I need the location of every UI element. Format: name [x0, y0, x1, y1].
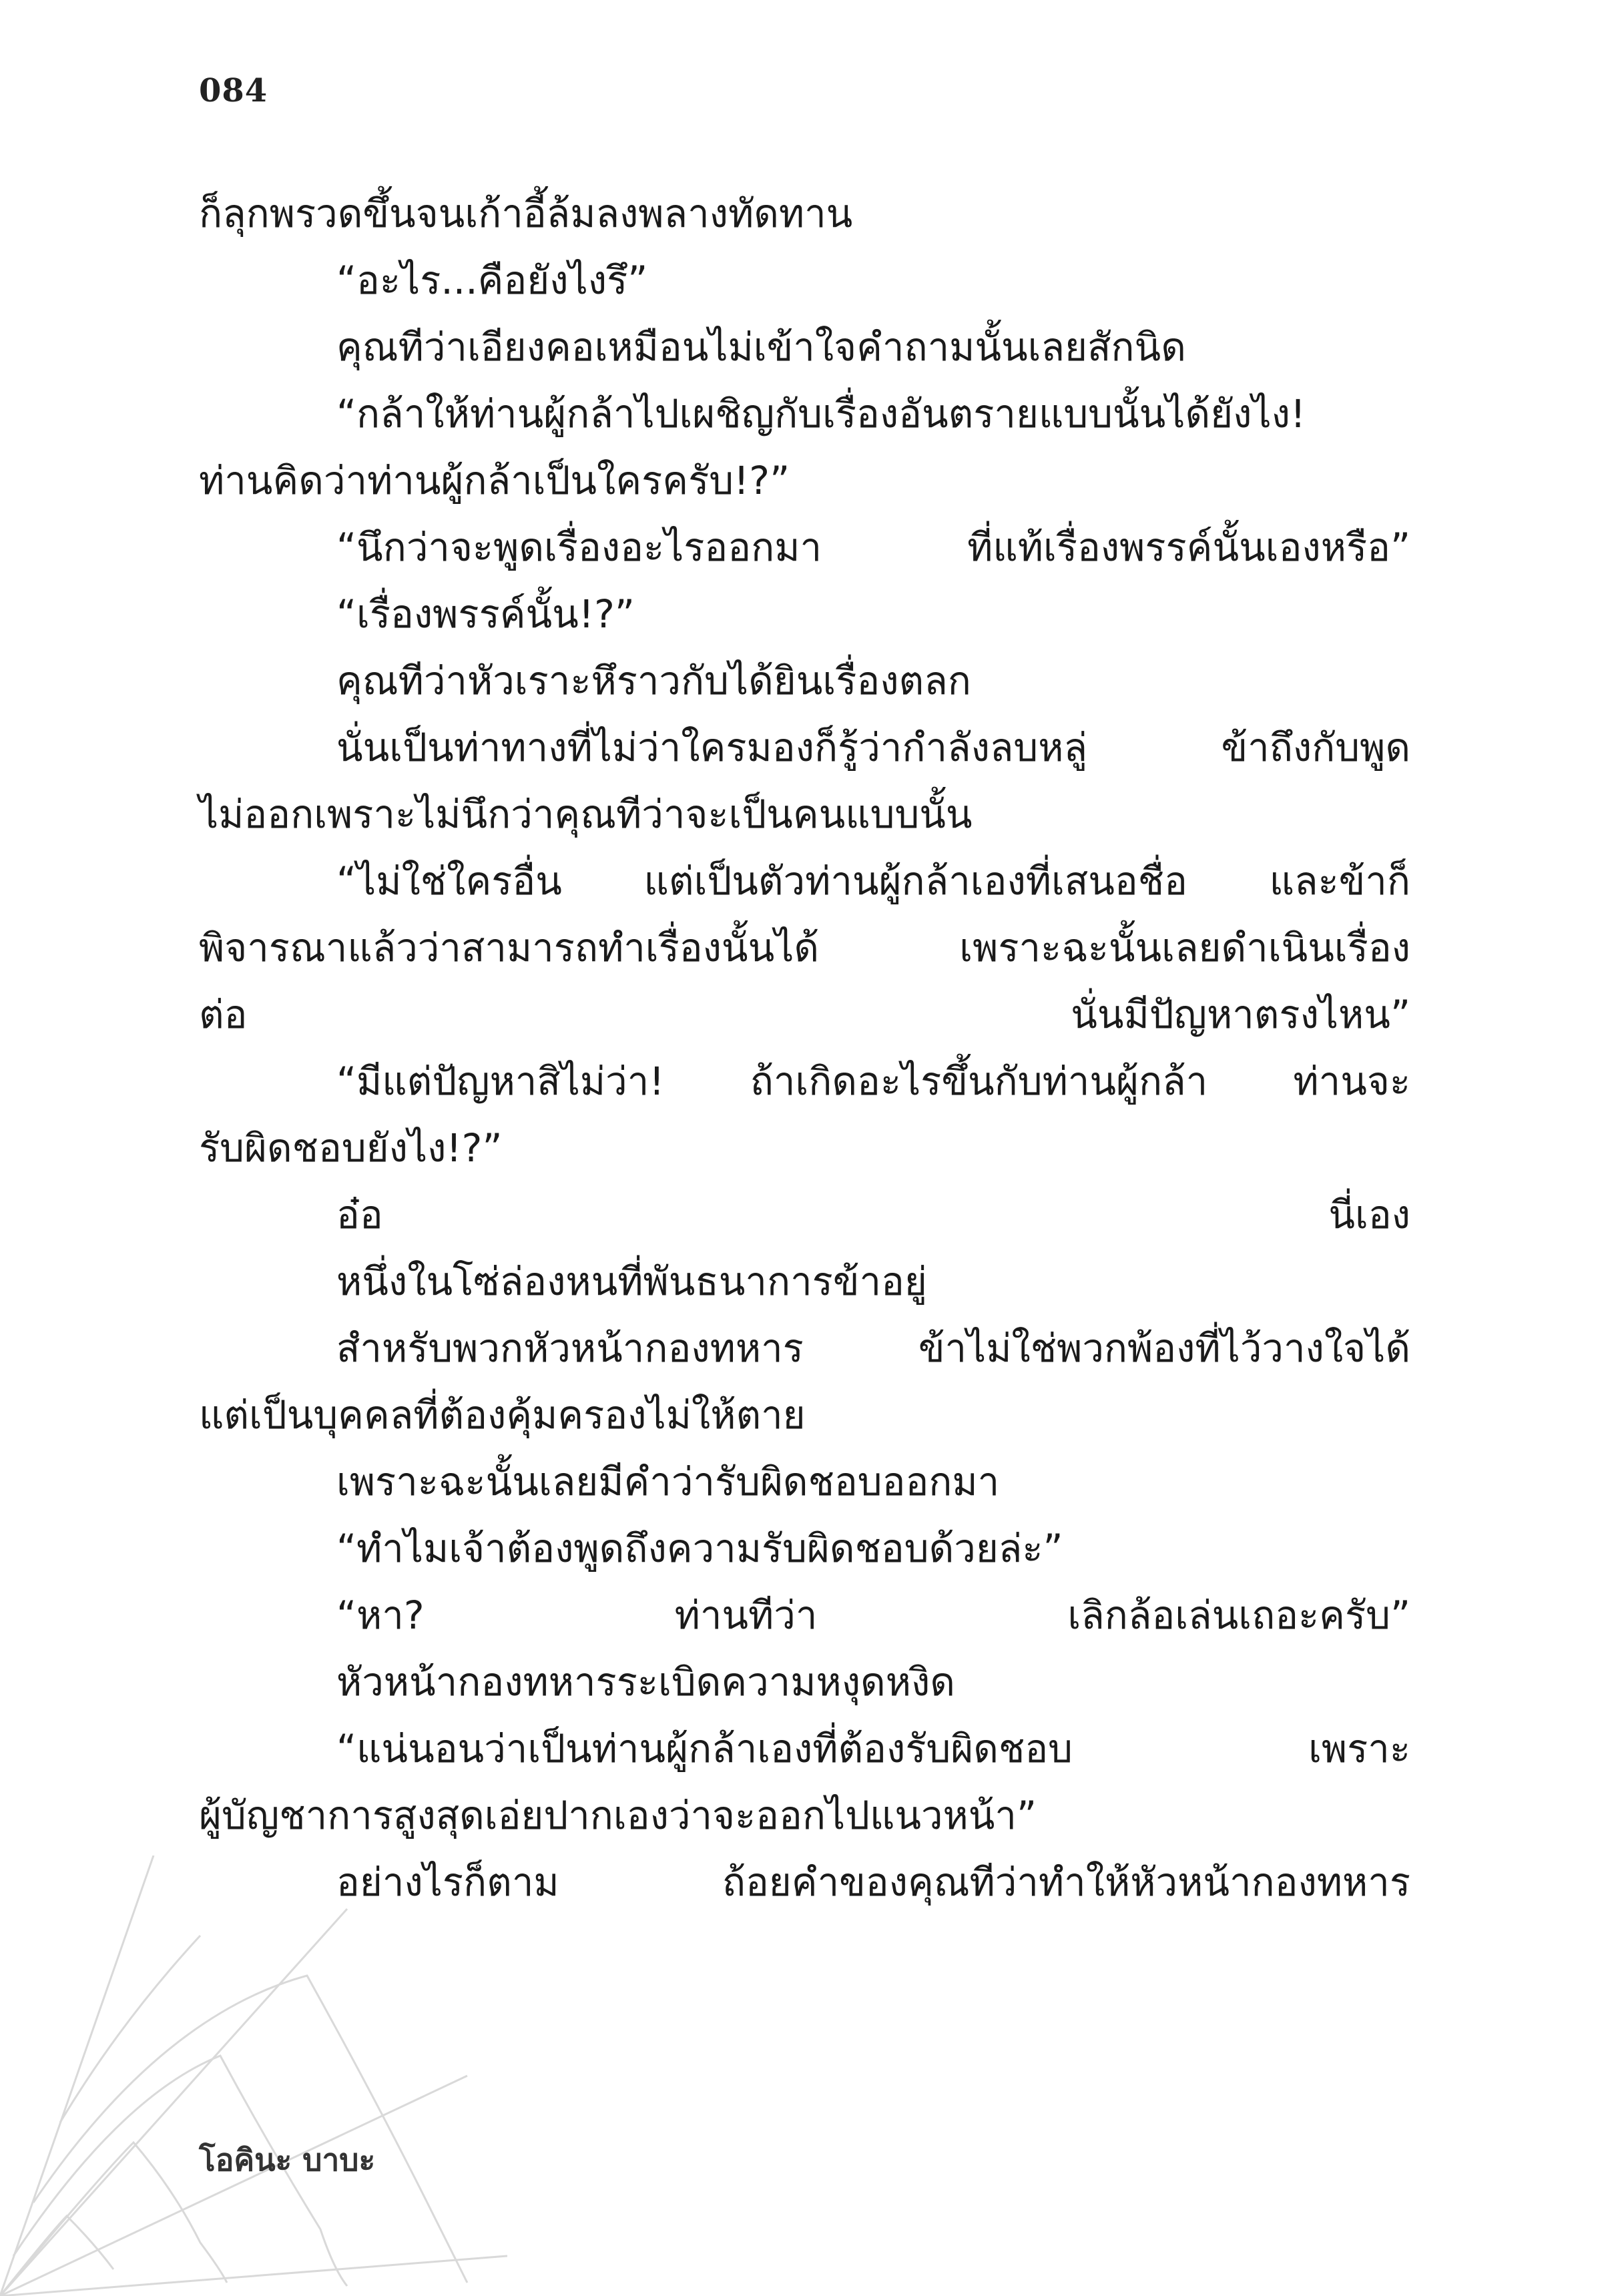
- text-line: [199, 914, 1410, 981]
- text-segment: “อะไร...คือยังไงรึ”: [336, 258, 648, 303]
- text-segment: คุณทีว่าเอียงคอเหมือนไม่เข้าใจคำถามนั้นเลยสักนิด: [336, 324, 1186, 370]
- text-segment: “แน่นอนว่าเป็นท่านผู้กล้าเองที่ต้องรับผิดชอบ: [336, 1726, 1073, 1771]
- text-segment: สำหรับพวกหัวหน้ากองทหาร: [336, 1326, 804, 1371]
- text-segment: ข้าถึงกับพูด: [1221, 725, 1410, 770]
- text-segment: หัวหน้ากองทหารระเบิดความหงุดหงิด: [336, 1659, 955, 1705]
- text-segment: นี่เอง: [1328, 1192, 1410, 1237]
- text-line: [199, 1582, 1410, 1649]
- text-line: [199, 447, 1410, 514]
- text-line: [199, 1715, 1410, 1782]
- text-segment: คุณทีว่าหัวเราะหึราวกับได้ยินเรื่องตลก: [336, 658, 971, 703]
- text-line: [199, 1649, 1410, 1715]
- text-segment: เลิกล้อเล่นเถอะครับ”: [1067, 1593, 1410, 1638]
- spiderweb-decoration: [0, 1855, 507, 2296]
- text-line: [199, 1181, 1410, 1248]
- text-segment: ไม่ออกเพราะไม่นึกว่าคุณทีว่าจะเป็นคนแบบนั้น: [199, 792, 973, 837]
- text-segment: และข้าก็: [1269, 858, 1410, 904]
- text-line: [199, 581, 1410, 647]
- text-segment: ผู้บัญชาการสูงสุดเอ่ยปากเองว่าจะออกไปแนวหน้า”: [199, 1793, 1037, 1838]
- text-line: [199, 1115, 1410, 1181]
- text-segment: อ๋อ: [336, 1192, 383, 1237]
- text-segment: “ทำไมเจ้าต้องพูดถึงความรับผิดชอบด้วยล่ะ”: [336, 1526, 1063, 1571]
- text-segment: “มีแต่ปัญหาสิไม่ว่า!: [336, 1059, 665, 1104]
- text-line: [199, 514, 1410, 581]
- text-segment: ถ้อยคำของคุณทีว่าทำให้หัวหน้ากองทหาร: [722, 1859, 1410, 1905]
- body-text: [199, 180, 1410, 1916]
- text-line: [199, 1315, 1410, 1382]
- text-line: [199, 247, 1410, 314]
- text-line: [199, 314, 1410, 380]
- text-segment: ท่านทีว่า: [674, 1593, 818, 1638]
- text-line: [199, 380, 1410, 447]
- text-segment: นั่นเป็นท่าทางที่ไม่ว่าใครมองก็รู้ว่ากำลังลบหลู่: [336, 725, 1088, 770]
- text-line: [199, 981, 1410, 1048]
- text-segment: ข้าไม่ใช่พวกพ้องที่ไว้วางใจได้: [918, 1326, 1410, 1371]
- text-segment: “กล้าให้ท่านผู้กล้าไปเผชิญกับเรื่องอันตรายแบบนั้นได้ยังไง!: [336, 391, 1306, 437]
- text-segment: “เรื่องพรรค์นั้น!?”: [336, 591, 635, 637]
- text-segment: รับผิดชอบยังไง!?”: [199, 1125, 503, 1171]
- text-segment: เพราะ: [1308, 1726, 1410, 1771]
- text-line: [199, 1248, 1410, 1315]
- text-line: [199, 1448, 1410, 1515]
- text-segment: “นึกว่าจะพูดเรื่องอะไรออกมา: [336, 525, 822, 570]
- text-line: [199, 180, 1410, 247]
- page-number: 084: [199, 72, 268, 109]
- text-line: [199, 1515, 1410, 1582]
- text-segment: นั่นมีปัญหาตรงไหน”: [1071, 992, 1410, 1037]
- text-segment: ก็ลุกพรวดขึ้นจนเก้าอี้ล้มลงพลางทัดทาน: [199, 191, 853, 236]
- text-line: [199, 647, 1410, 714]
- text-segment: เพราะฉะนั้นเลยมีคำว่ารับผิดชอบออกมา: [336, 1459, 1000, 1504]
- text-line: [199, 1782, 1410, 1849]
- text-segment: ต่อ: [199, 992, 248, 1037]
- text-line: [199, 1382, 1410, 1448]
- text-segment: เพราะฉะนั้นเลยดำเนินเรื่อง: [959, 925, 1410, 970]
- text-line: [199, 1048, 1410, 1115]
- text-line: [199, 714, 1410, 781]
- text-segment: ถ้าเกิดอะไรขึ้นกับท่านผู้กล้า: [750, 1059, 1208, 1104]
- text-segment: อย่างไรก็ตาม: [336, 1859, 559, 1905]
- text-segment: พิจารณาแล้วว่าสามารถทำเรื่องนั้นได้: [199, 925, 820, 970]
- text-segment: แต่เป็นบุคคลที่ต้องคุ้มครองไม่ให้ตาย: [199, 1392, 806, 1438]
- author-name: โอคินะ บาบะ: [199, 2142, 376, 2178]
- text-segment: ท่านคิดว่าท่านผู้กล้าเป็นใครครับ!?”: [199, 458, 790, 503]
- text-segment: ท่านจะ: [1293, 1059, 1410, 1104]
- text-segment: “ไม่ใช่ใครอื่น: [336, 858, 562, 904]
- text-segment: แต่เป็นตัวท่านผู้กล้าเองที่เสนอชื่อ: [643, 858, 1187, 904]
- text-segment: ที่แท้เรื่องพรรค์นั้นเองหรือ”: [967, 525, 1410, 570]
- text-line: [199, 848, 1410, 914]
- text-segment: หนึ่งในโซ่ล่องหนที่พันธนาการข้าอยู่: [336, 1259, 927, 1304]
- text-line: [199, 781, 1410, 848]
- text-segment: “หา?: [336, 1593, 425, 1638]
